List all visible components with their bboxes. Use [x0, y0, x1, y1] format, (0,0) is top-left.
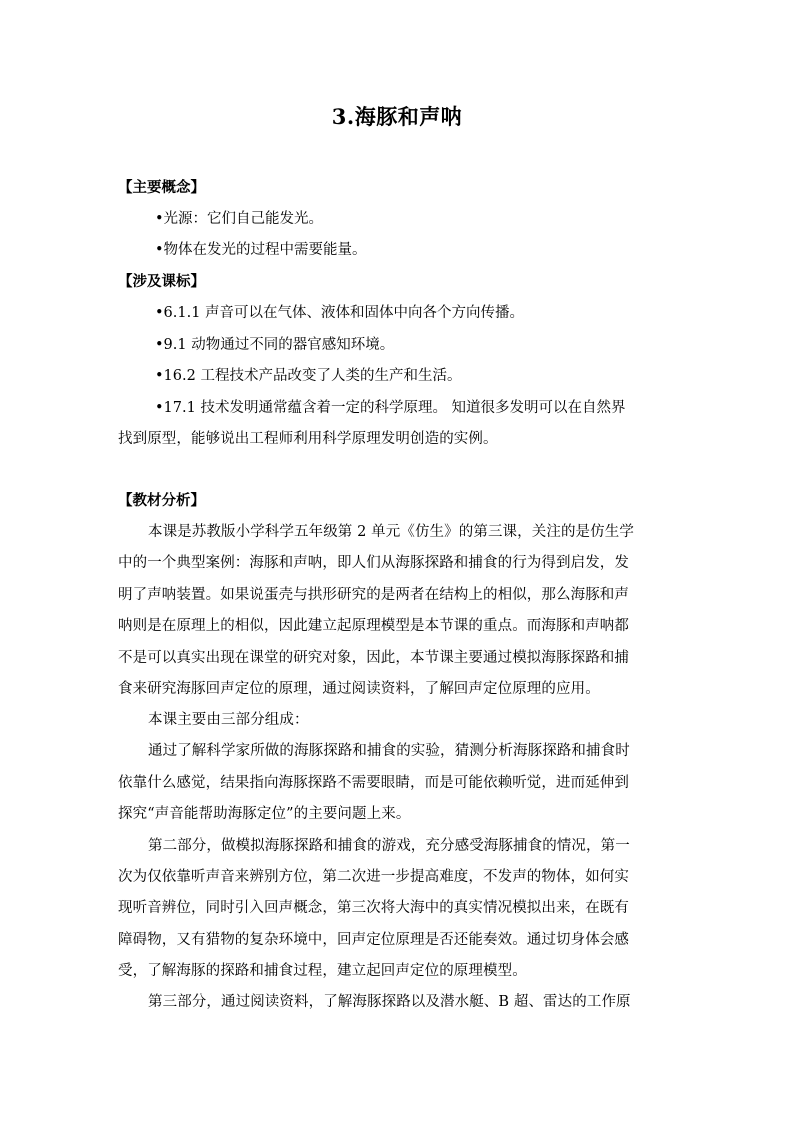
analysis-line: 依靠什么感觉，结果指向海豚探路不需要眼睛，而是可能依赖听觉，进而延伸到: [118, 775, 629, 791]
concept-item: •物体在发光的过程中需要能量。: [155, 242, 367, 258]
standard-item: •16.2 工程技术产品改变了人类的生产和生活。: [155, 368, 462, 384]
analysis-line: 本课主要由三部分组成：: [148, 712, 309, 728]
standard-item: •6.1.1 声音可以在气体、液体和固体中向各个方向传播。: [155, 305, 525, 321]
analysis-line: 第二部分，做模拟海豚探路和捕食的游戏，充分感受海豚捕食的情况，第一: [148, 838, 630, 854]
standard-item-continuation: 找到原型，能够说出工程师利用科学原理发明创造的实例。: [118, 431, 498, 447]
analysis-line: 次为仅依靠听声音来辨别方位，第二次进一步提高难度，不发声的物体，如何实: [118, 869, 629, 885]
page-title: 3.海豚和声呐: [331, 104, 463, 129]
analysis-line: 通过了解科学家所做的海豚探路和捕食的实验，猜测分析海豚探路和捕食时: [148, 743, 630, 759]
section-heading-analysis: 【教材分析】: [118, 492, 205, 509]
analysis-line: 探究“声音能帮助海豚定位”的主要问题上来。: [118, 806, 411, 822]
standard-item: •9.1 动物通过不同的器官感知环境。: [155, 337, 395, 353]
analysis-line: 本课是苏教版小学科学五年级第 2 单元《仿生》的第三课，关注的是仿生学: [148, 524, 634, 540]
analysis-line: 现听音辨位，同时引入回声概念，第三次将大海中的真实情况模拟出来，在既有: [118, 900, 629, 916]
analysis-line: 食来研究海豚回声定位的原理，通过阅读资料，了解回声定位原理的应用。: [118, 681, 600, 697]
analysis-line: 明了声呐装置。如果说蛋壳与拱形研究的是两者在结构上的相似，那么海豚和声: [118, 587, 629, 603]
section-heading-concepts: 【主要概念】: [118, 179, 205, 196]
analysis-line: 中的一个典型案例：海豚和声呐，即人们从海豚探路和捕食的行为得到启发，发: [118, 555, 629, 571]
analysis-line: 呐则是在原理上的相似，因此建立起原理模型是本节课的重点。而海豚和声呐都: [118, 618, 629, 634]
analysis-line: 第三部分，通过阅读资料，了解海豚探路以及潜水艇、B 超、雷达的工作原: [148, 994, 631, 1010]
analysis-line: 障碍物，又有猎物的复杂环境中，回声定位原理是否还能奏效。通过切身体会感: [118, 932, 629, 948]
analysis-line: 不是可以真实出现在课堂的研究对象，因此，本节课主要通过模拟海豚探路和捕: [118, 650, 629, 666]
concept-item: •光源：它们自己能发光。: [155, 211, 324, 227]
analysis-line: 受，了解海豚的探路和捕食过程，建立起回声定位的原理模型。: [118, 963, 527, 979]
section-heading-standards: 【涉及课标】: [118, 273, 205, 290]
standard-item: •17.1 技术发明通常蕴含着一定的科学原理。 知道很多发明可以在自然界: [155, 400, 626, 416]
